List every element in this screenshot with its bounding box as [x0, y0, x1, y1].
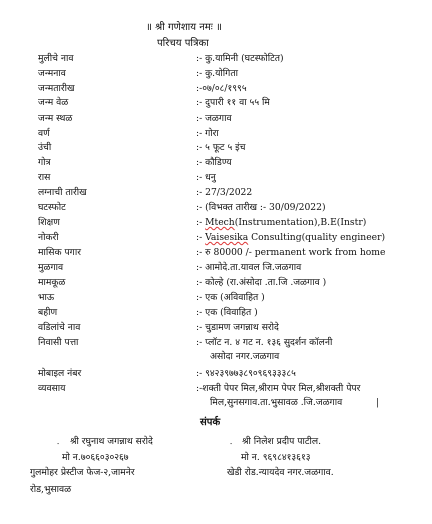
contact-2-address: खेडी रोड.न्यायदेव नगर.जळगाव. [227, 467, 334, 478]
field-sister [38, 306, 428, 320]
field-birth-time [38, 96, 428, 110]
field-value: :- एक (विवाहित ) [196, 307, 258, 318]
field-value-prefix: :- [196, 232, 206, 243]
field-label: लग्नाची तारीख [38, 187, 87, 198]
field-value: :- प्लॉट न. ४ गट न. १३६ सुदर्शन कॉलनी [196, 337, 333, 348]
contact-1-name: श्री रघुनाथ जगन्नाथ सरोदे [70, 436, 153, 447]
field-value: :- एक (अविवाहित ) [196, 292, 265, 303]
bullet-icon: ⸳ [230, 438, 233, 447]
field-value: :- धनु [196, 172, 216, 183]
contact-1-phone: मो न.७०६६०३०२६७ [62, 452, 129, 463]
field-value: :- चुडामण जगन्नाथ सरोदे [196, 322, 279, 333]
field-label: जन्म स्थळ [38, 113, 73, 124]
field-value [196, 216, 366, 230]
field-label: घटस्फोट [38, 202, 66, 213]
field-label: व्यवसाय [38, 383, 66, 394]
field-value: :- ५ फूट ५ इंच [196, 142, 246, 153]
field-label: वर्ण [38, 128, 50, 139]
field-height [38, 141, 428, 155]
field-label: भाऊ [38, 292, 55, 303]
field-marriage-date [38, 186, 428, 200]
field-divorce [38, 201, 428, 215]
field-brother [38, 291, 428, 305]
field-rashi [38, 171, 428, 185]
field-value: :- जळगाव [196, 113, 232, 124]
contact-heading: संपर्क [200, 417, 221, 428]
field-label: जन्मतारीख [38, 83, 75, 94]
field-job [38, 231, 428, 245]
field-value: :- आमोदे.ता.यावल जि.जळगाव [196, 262, 302, 273]
field-complexion [38, 127, 428, 141]
field-value: :- गोरा [196, 128, 219, 139]
field-value-line2: असोदा नगर.जळगाव [210, 351, 280, 362]
field-value: :-शक्ती पेपर मिल,श्रीराम पेपर मिल,श्रीशक्ती पेपर [196, 383, 361, 394]
field-value-suffix: (Instrumentation),B.E(Instr) [234, 217, 367, 228]
field-native-place [38, 261, 428, 275]
field-label: नोकरी [38, 232, 59, 243]
field-education [38, 216, 428, 230]
spellcheck-text: Mtech [205, 217, 235, 228]
field-label: रास [38, 172, 51, 183]
contact-1-address: गुलमोहर प्रेस्टीज फेज-२,जामनेर [30, 467, 135, 478]
field-mobile [38, 367, 428, 381]
field-value: :- 27/3/2022 [196, 187, 253, 198]
field-label: मुळगाव [38, 262, 64, 273]
field-label: गोत्र [38, 157, 51, 168]
contact-1-address-line2: रोड,भुसावळ [30, 484, 72, 495]
contact-2-name: श्री निलेश प्रदीप पाटील. [242, 436, 322, 447]
field-label: मासिक पगार [38, 247, 81, 258]
field-value: :- कु.योगिता [196, 68, 238, 79]
field-value: :- कोल्हे (रा.अंसोदा .ता.जि .जळगाव ) [196, 277, 327, 288]
field-value-line2: मिल,सुनसगाव.ता.भुसावळ .जि.जळगाव [210, 397, 343, 408]
field-label: मामकूळ [38, 277, 66, 288]
field-value: :- (विभक्त तारीख :- 30/09/2022) [196, 202, 326, 213]
text-cursor: | [376, 398, 380, 408]
field-value [196, 231, 385, 245]
field-value: :- कु.यामिनी (घटस्फोटित) [196, 53, 284, 64]
field-value: :- दुपारी ११ वा ५५ मि [196, 97, 270, 108]
field-label: जन्म वेळ [38, 97, 69, 108]
field-business [38, 382, 428, 408]
field-monthly-salary [38, 246, 428, 260]
field-label: बहीण [38, 307, 58, 318]
field-maternal-family [38, 276, 428, 290]
spellcheck-text: Vaisesika [205, 232, 249, 243]
field-birth-date [38, 82, 428, 96]
field-label: शिक्षण [38, 217, 60, 228]
field-label: वडिलांचे नाव [38, 322, 81, 333]
field-birth-place [38, 112, 428, 126]
field-gotra [38, 156, 428, 170]
invocation-line: ॥ श्री गणेशाय नमः ॥ [146, 22, 222, 33]
field-label: मुलीचे नाव [38, 53, 74, 64]
field-value: :- रु 80000 /- permanent work from home [196, 247, 386, 258]
field-label: जन्मनाव [38, 68, 66, 79]
field-label: निवासी पत्ता [38, 337, 79, 348]
contact-2-phone: मो न. ९६९८४१३६१३ [241, 452, 311, 463]
field-father-name [38, 321, 428, 335]
field-value: :- कौडिण्य [196, 157, 232, 168]
field-address [38, 336, 428, 362]
bullet-icon: ⸳ [57, 438, 60, 447]
document-title: परिचय पत्रिका [157, 38, 209, 49]
field-value: :-०७/०८/१९९५ [196, 83, 247, 94]
field-value-prefix: :- [196, 217, 206, 228]
field-value-suffix: Consulting(quality engineer) [248, 232, 386, 243]
field-bride-name [38, 52, 428, 66]
field-birth-name [38, 67, 428, 81]
field-label: मोबाइल नंबर [38, 368, 82, 379]
field-value: :- ९४२३९७७३८९०९६९३३३८५ [196, 368, 296, 379]
field-label: उंची [38, 142, 52, 153]
